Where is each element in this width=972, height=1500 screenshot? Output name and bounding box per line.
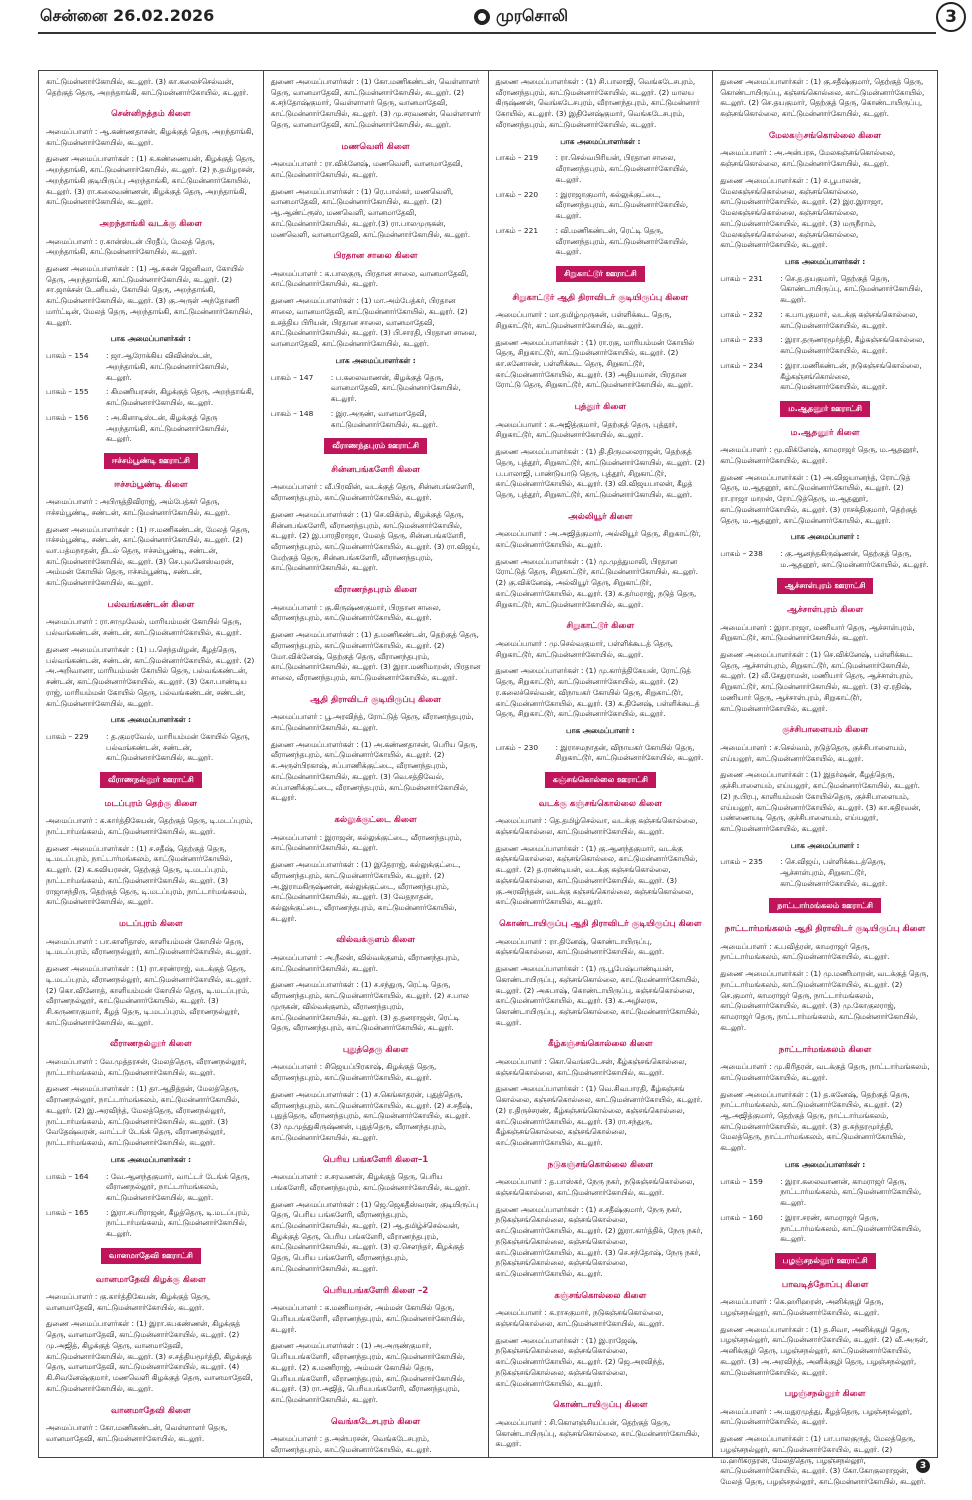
sub-heading: பாக அமைப்பாளர்கள் : [785, 257, 866, 266]
booth-number: பாகம் – 221 [495, 225, 539, 235]
booth-number: பாகம் – 160 [720, 1212, 763, 1222]
paragraph: அமைப்பாளர் : க.மணிமாறன், அம்மன் கோயில் தெரு, பெரியபங்களேரி, வீராணந்தபுரம், காட்டுமன்னார்கோயில், கடலூர். [270, 1303, 465, 1334]
section-heading: ஆதி திராவிடர் குடியிருப்பு கிளை [310, 694, 442, 705]
sub-heading: பாக அமைப்பாளர் : [566, 725, 635, 735]
paragraph: அமைப்பாளர் : ரா.சாமுவேல், மாரியம்மன் கோயில் தெரு, பல்வங்கண்டன், சண்டன், காட்டுமன்னார்கோயில், கடலூர். [46, 617, 242, 638]
paragraph: துணை அமைப்பாளர்கள் : (1) மு.முத்துமாலி, பிரதான ரோட்டுத் தெரு, சிறுகாட்டூர், காட்டுமன்னார்கோயில், கடலூர். (2) கு.விக்னேஷ், அல்லியூர் தெரு, சிறுகாட்டூர், காட்டுமன்னார்கோயில், கடலூர். (3) க.தர்மராஜ், நடுத் தெரு, சிறுகாட்டூர், காட்டுமன்னார்கோயில், கடலூர். [495, 556, 698, 609]
booth-row [720, 1177, 930, 1209]
paragraph: அமைப்பாளர் : மு.கிரிதரன், வடக்குத் தெரு, நாட்டார்மங்கலம், காட்டுமன்னார்கோயில், கடலூர். [720, 1062, 930, 1082]
booth-number: பாகம் – 231 [720, 273, 763, 283]
section-heading: புதுத்தெரு கிளை [342, 1045, 409, 1056]
section-heading: அல்லியூர் கிளை [568, 511, 633, 522]
paragraph: துணை அமைப்பாளர்கள் : (1) த.கனேஷ், தெற்குத் தெரு, நாட்டார்மங்கலம், காட்டுமன்னார்கோயில், கடலூர். (2) ஆ.அஜித்குமார், தெற்குத் தெரு, நாட்டார்மங்கலம், காட்டுமன்னார்கோயில், கடலூர். (3) த.சுந்தரமூர்த்தி, மேலத்தெரு, நாட்டார்மங்கலம், காட்டுமன்னார்கோயில், கடலூர். [720, 1089, 910, 1153]
booth-row [720, 361, 930, 393]
booth-row [496, 153, 706, 185]
paragraph: அமைப்பாளர் : சிஜெயப்பிரகாஷ், கிழக்குத் தெரு, வீராணந்தபுரம், காட்டுமன்னார்கோயில், கடலூர். [270, 1062, 437, 1083]
page-number: 3 [936, 2, 966, 32]
booth-detail: : இரா.கலைவாணன், காமராஜர் தெரு, நாட்டார்மங்கலம், காட்டுமன்னார்கோயில், கடலூர். [780, 1176, 922, 1208]
booth-detail: : க.பாபுகுமார், வடக்கு கஞ்சங்கொல்லை, காட்டுமன்னார்கோயில், கடலூர். [780, 309, 918, 330]
paragraph: அமைப்பாளர் : ரா.தினேஷ், கொண்டாயிருப்பு, கஞ்சங்கொல்லை, காட்டுமன்னார்கோயில், கடலூர். [495, 936, 665, 957]
paragraph: துணை அமைப்பாளர்கள் : (1) ஆ.சுகன் ஜெனிவா, கோயில் தெரு, அறந்தாங்கி, காட்டுமன்னார்கோயில், கடலூர். (2) சா.ஜாக்சன் டேனியல், கோயில் தெரு, அறந்தாங்கி, காட்டுமன்னார்கோயில், கடலூர். (3) கு.அருள் அந்தோணி மார்ட்டின், மேலத் தெரு, அறந்தாங்கி, காட்டுமன்னார்கோயில், கடலூர். [46, 263, 253, 327]
sub-heading: பாக அமைப்பாளர்கள் : [785, 1159, 866, 1169]
booth-row [46, 387, 256, 408]
paragraph: அமைப்பாளர் : ஆ.கண்ணதாசன், கிழக்குத் தெரு, அறந்தாங்கி, காட்டுமன்னார்கோயில், கடலூர். [46, 126, 254, 147]
masthead [474, 6, 568, 27]
booth-row [720, 335, 930, 356]
paragraph: துணை அமைப்பாளர்கள் : (1) அ.அருண்குமார், பெரியபங்களேரி, வீராணந்தபுரம், காட்டுமன்னார்கோயில், கடலூர். (2) க.மணிராஜ், அம்மன் கோயில் தெரு, பெரியபங்களேரி, வீராணந்தபுரம், காட்டுமன்னார்கோயில், கடலூர். (3) ரா.அஜித், பெரியபங்களேரி, வீராணந்தபுரம், காட்டுமன்னார்கோயில், கடலூர். [270, 1341, 465, 1405]
booth-number: பாகம் – 234 [720, 360, 763, 370]
section-heading: ம.ஆதனூர் கிளை [790, 427, 860, 438]
paragraph: துணை அமைப்பாளர்கள் : (1) ச.சதீஷ்குமார், நேரு நகர், நடுகஞ்சங்கொல்லை, கஞ்சங்கொல்லை, காட்டுமன்னார்கோயில், கடலூர். (2) இரா.கார்த்திக், நேரு நகர், நடுகஞ்சங்கொல்லை, கஞ்சங்கொல்லை, காட்டுமன்னார்கோயில், கடலூர். (3) செ.சந்தோஷ், நேரு நகர், நடுகஞ்சங்கொல்லை, கஞ்சங்கொல்லை, காட்டுமன்னார்கோயில், கடலூர். [495, 1204, 703, 1279]
paragraph: அமைப்பாளர் : அ.அஜித்குமார், அல்லியூர் தெரு, சிறுகாட்டூர், காட்டுமன்னார்கோயில், கடலூர். [495, 529, 702, 549]
booth-detail: : கிமணியரசன், கிழக்குத் தெரு, அறந்தாங்கி, காட்டுமன்னார்கோயில், கடலூர். [106, 387, 255, 408]
paragraph: அமைப்பாளர் : அ.அன்பரசு, மேலகஞ்சங்கொல்லை, கஞ்சங்கொல்லை, காட்டுமன்னார்கோயில், கடலூர். [720, 148, 896, 169]
paragraph: அமைப்பாளர் : இராஜன், கல்லுக்குட்டை, வீராணந்தபுரம், காட்டுமன்னார்கோயில், கடலூர். [270, 832, 462, 853]
column-3 [489, 71, 714, 1457]
booth-detail: : இராசமநாதன், விநாயகர் கோயில் தெரு, சிறுகாட்டூர், காட்டுமன்னார்கோயில், கடலூர். [555, 742, 704, 763]
paragraph: துணை அமைப்பாளர்கள் : (1) மு.கார்த்திகேயன், ரோட்டுத் தெரு, சிறுகாட்டூர், காட்டுமன்னார்கோயில், கடலூர். (2) ர.கலைச்செல்வன், விநாயகர் கோயில் தெரு, சிறுகாட்டூர், காட்டுமன்னார்கோயில், கடலூர். (3) க.தினேஷ், பள்ளிக்கூடத் தெரு, சிறுகாட்டூர், காட்டுமன்னார்கோயில், கடலூர். [495, 666, 700, 719]
booth-row [46, 413, 256, 445]
booth-number: பாகம் – 219 [495, 153, 539, 163]
paragraph: துணை அமைப்பாளர்கள் : (1) மா.அம்பேத்கர், பிரதான சாலை, வானமாதேவி, காட்டுமன்னார்கோயில், கடலூர். (2) உசத்திய பிரியன், பிரதான சாலை, வானமாதேவி, காட்டுமன்னார்கோயில், கடலூர். (3) பி.சாரதி, பிரதான சாலை, வானமாதேவி, காட்டுமன்னார்கோயில், கடலூர். [270, 296, 477, 349]
section-heading: வானமாதேவி கிழக்கு கிளை [95, 1274, 206, 1285]
paragraph: துணை அமைப்பாளர்கள் : (1) சி.பாலாஜி, வெங்கடேசபுரம், வீராணந்தபுரம், காட்டுமன்னார்கோயில், கடலூர். (2) மாலய கிருஷ்ணன், வெங்கடேசபுரம், வீராணந்தபுரம், காட்டுமன்னார் கோயில், கடலூர். (3) இதினேஷ்குமார், வெங்கடேசபுரம், வீராணந்தபுரம், காட்டுமன்னார்கோயில், கடலூர். [495, 77, 700, 129]
booth-row [496, 226, 706, 258]
paragraph: அமைப்பாளர் : மா.தமிழ்முருகன், பள்ளிக்கூட தெரு, சிறுகாட்டூர், காட்டுமன்னார்கோயில், கடலூர். [495, 310, 672, 330]
paragraph: துணை அமைப்பாளர்கள் : (1) கு.ஆனந்தகுமார், வடக்கு கஞ்சங்கொல்லை, கஞ்சங்கொல்லை, காட்டுமன்னார்கோயில், கடலூர். (2) த.ராண்டியன், வடக்கு கஞ்சங்கொல்லை, கஞ்சங்கொல்லை, காட்டுமன்னார்கோயில், கடலூர். (3) கு.அரவிந்தன், வடக்கு கஞ்சங்கொல்லை, கஞ்சங்கொல்லை, காட்டுமன்னார்கோயில், கடலூர். [495, 843, 698, 907]
booth-detail: : இர.அருண், வானமாதேவி, காட்டுமன்னார்கோயில், கடலூர். [330, 408, 438, 429]
section-heading: சிறுகாட்டூர் கிளை [566, 621, 635, 632]
section-heading: வானமாதேவி கிளை [110, 1405, 191, 1416]
section-heading: வெங்கடேசபுரம் கிளை [330, 1416, 421, 1427]
booth-row [496, 743, 706, 764]
paragraph: அமைப்பாளர் : கோ.மணிகண்டன், வெள்ளாளர் தெரு, வானமாதேவி, காட்டுமன்னார்கோயில், கடலூர். [46, 1423, 228, 1443]
edition-date: சென்னை 26.02.2026 [40, 6, 215, 25]
booth-number: பாகம் – 229 [46, 731, 89, 741]
sub-heading: பாக அமைப்பாளர்கள் : [335, 355, 416, 365]
booth-number: பாகம் – 233 [720, 335, 763, 345]
panchayat-banner: வீராணந்தபுரம் ஊராட்சி [324, 438, 427, 454]
booth-detail: : வே.ஆனந்தகுமார், வாட்டர் டேங்க் தெரு, வீராணநல்லூர், நாட்டார்மங்கலம், காட்டுமன்னார்கோயில், கடலூர். [106, 1171, 250, 1202]
panchayat-banner: வானமாதேவி ஊராட்சி [101, 1248, 201, 1264]
booth-detail: : ஜா.ஆரோக்கிய விவின்ஸ்டன், அறந்தாங்கி, காட்டுமன்னார்கோயில், கடலூர். [106, 351, 229, 382]
section-heading: கல்லுக்குட்டை கிளை [334, 815, 417, 826]
booth-number: பாகம் – 238 [720, 549, 763, 558]
booth-row [720, 857, 930, 889]
section-heading: சென்னிநத்தம் கிளை [111, 109, 191, 120]
section-heading: கீழ்கஞ்சங்கொல்லை கிளை [548, 1039, 653, 1050]
panchayat-banner: வீராணநல்லூர் ஊராட்சி [100, 772, 202, 788]
paragraph: துணை அமைப்பாளர்கள் : (1) ரெ.பால்கர், மணவெளி, வானமாதேவி, காட்டுமன்னார்கோயில், கடலூர். (2) ஆ.ஆண்ட்ரூஸ், மணவெளி, வானமாதேவி, காட்டுமன்னார்கோயில், கடலூர்.(3) ரா.பாலமுருகன், மணவெளி, வானமாதேவி, காட்டுமன்னார்கோயில், கடலூர். [270, 186, 471, 239]
booth-detail: : அ.கிளாடிஸ்டன், கிழக்குத் தெரு அறந்தாங்கி, காட்டுமன்னார்கோயில், கடலூர். [106, 412, 229, 444]
panchayat-banner: ஆச்சாள்புரம் ஊராட்சி [777, 578, 874, 594]
booth-detail: : வி.மணிகண்டன், ரெட்டி தெரு, வீராணந்தபுரம், காட்டுமன்னார்கோயில், கடலூர். [555, 225, 689, 257]
booth-detail: : கு.ஆனந்தகிருஷ்ணன், தெற்குத் தெரு, ம.ஆதனூர், காட்டுமன்னார்கோயில், கடலூர். [780, 549, 929, 569]
section-heading: ஈச்சம்பூண்டி கிளை [114, 479, 188, 490]
booth-row [46, 351, 256, 383]
section-heading: அறந்தாங்கி வடக்கு கிளை [99, 219, 203, 230]
booth-detail: : இரா.சரண், காமராஜர் தெரு, நாட்டார்மங்கலம், காட்டுமன்னார்கோயில், கடலூர். [780, 1212, 922, 1244]
booth-detail: : இரா.மணிகண்டன், நடுகஞ்சங்கொல்லை, கீழ்கஞ்சங்கொல்லை, காட்டுமன்னார்கோயில், கடலூர். [780, 360, 922, 392]
paragraph: அமைப்பாளர் : வே.முத்தரசன், மேலத்தெரு, வீராணநல்லூர், நாட்டார்மங்கலம், காட்டுமன்னார்கோயில், கடலூர். [46, 1056, 247, 1077]
paragraph: அமைப்பாளர் : கொ.வெங்கடேசன், கீழ்கஞ்சங்கொல்லை, கஞ்சங்கொல்லை, காட்டுமன்னார்கோயில், கடலூர். [495, 1056, 687, 1077]
booth-detail: : த.குமரவேல், மாரியம்மன் கோயில் தெரு, பல்வங்கண்டன், சண்டன், காட்டுமன்னார்கோயில், கடலூர். [106, 731, 250, 763]
paragraph: துணை அமைப்பாளர்கள் : (1) அ.கண்ணதாசன், பெரிய தெரு, வீராணந்தபுரம், காட்டுமன்னார்கோயில், கடலூர். (2) சு.அருள்பிரகாஷ், சப்பாணிக்குட்டை, வீராணந்தபுரம், காட்டுமன்னார்கோயில், கடலூர். (3) வெ.சத்திவேல், சப்பாணிக்குட்டை, வீராணந்தபுரம், காட்டுமன்னார்கோயில், கடலூர். [270, 739, 478, 803]
paragraph: துணை அமைப்பாளர்கள் : (1) ச.சதீஷ், தெற்குத் தெரு, டி.மடப்புரம், நாட்டார்மங்கலம், காட்டுமன்னார்கோயில், கடலூர். (2) க.கவியரசன், தெற்குத் தெரு, டி.மடப்புரம், நாட்டார்மங்கலம், காட்டுமன்னார்கோயில், கடலூர். (3) ராஜாசந்திரு, தெற்குத் தெரு, டி.மடப்புரம், நாட்டார்மங்கலம், காட்டுமன்னார்கோயில், கடலூர். [46, 843, 247, 907]
section-heading: சிறுகாட்டூர் ஆதி திராவிடர் குடியிருப்பு கிளை [512, 292, 689, 303]
panchayat-banner: சிறுகாட்டூர் ஊராட்சி [556, 266, 645, 282]
column-1 [39, 71, 264, 1457]
paragraph: துணை அமைப்பாளர்கள் : (1) ச.பூபாலன், மேலகஞ்சங்கொல்லை, கஞ்சங்கொல்லை, காட்டுமன்னார்கோயில், கடலூர். (2) இர.இராஜா, மேலகஞ்சங்கொல்லை, கஞ்சங்கொல்லை, காட்டுமன்னார்கோயில், கடலூர். (3) மருநீராம், மேலகஞ்சங்கொல்லை, கஞ்சங்கொல்லை, காட்டுமன்னார்கோயில், கடலூர். [720, 175, 884, 250]
footer-page-number: 3 [916, 1459, 930, 1473]
paragraph: துணை அமைப்பாளர்கள் : (1) வெ.சிவபாரதி, கீழ்கஞ்சங் கொல்லை, கஞ்சங்கொல்லை, காட்டுமன்னார்கோயில், கடலூர். (2) ர.திருச்சரண், கீழ்கஞ்சங்கொல்லை, கஞ்சங்கொல்லை, காட்டுமன்னார்கோயில், கடலூர். (3) ரா.சந்துரு, கீழ்கஞ்சங்கொல்லை, கஞ்சங்கொல்லை, காட்டுமன்னார்கோயில், கடலூர். [495, 1084, 703, 1148]
section-heading: வில்வக்குளம் கிளை [336, 935, 416, 946]
page-header [38, 0, 957, 34]
booth-number: பாகம் – 156 [46, 412, 89, 422]
paragraph: துணை அமைப்பாளர்கள் : (1) செ.விக்ரம், கிழக்குத் தெரு, சின்னபங்களேரி, வீராணந்தபுரம், காட்டுமன்னார்கோயில், கடலூர். (2) இ.பாரதிராஜா, மேலத் தெரு, சின்னபங்களேரி, வீராணந்தபுரம், காட்டுமன்னார்கோயில், கடலூர். (3) ரா.விஜய், மேற்குத் தெரு, சின்னபங்களேரி, வீராணந்தபுரம், காட்டுமன்னார்கோயில், கடலூர். [270, 509, 481, 573]
paragraph: அமைப்பாளர் : தெ.தமிழ்செல்வா, வடக்கு கஞ்சங்கொல்லை, கஞ்சங்கொல்லை, காட்டுமன்னார்கோயில், கடலூர். [495, 816, 698, 836]
panchayat-banner: ம.ஆதனூர் ஊராட்சி [780, 401, 870, 417]
section-heading: நாட்டார்மங்கலம் கிளை [778, 1044, 872, 1055]
paragraph: துணை அமைப்பாளர்கள் : (1) தி.திருமலைராஜன், தெற்குத் தெரு, புத்தூர், சிறுகாட்டூர், காட்டுமன்னார்கோயில், கடலூர். (2) ப.பாலாஜி, பாண்டுயாடு தெரு, புத்தூர், சிறுகாட்டூர், காட்டுமன்னார்கோயில், கடலூர். (3) வி.விஜயபாலன், கீழத் தெரு, புத்தூர், சிறுகாட்டூர், காட்டுமன்னார்கோயில், கடலூர். [495, 447, 705, 500]
booth-detail: : செ.விஜய், பள்ளிக்கூடத்தெரு, ஆச்சாள்புரம், சிறுகாட்டூர், காட்டுமன்னார்கோயில், கடலூர். [780, 857, 888, 888]
paragraph: அமைப்பாளர் : பா.காளிதாஸ், காளியம்மன் கோயில் தெரு, டி.மடப்புரம், வீராணநல்லூர், காட்டுமன்னார்கோயில், கடலூர். [46, 936, 252, 957]
section-heading: வீராணநல்லூர் கிளை [110, 1039, 192, 1050]
booth-row [720, 1213, 930, 1245]
paragraph: அமைப்பாளர் : இரா.ராஜா, மணியார் தெரு, ஆச்சாள்புரம், சிறுகாட்டூர், காட்டுமன்னார்கோயில், கடலூர். [720, 622, 915, 643]
paragraph: அமைப்பாளர் : ச.சரவணன், கிழக்குத் தெரு, பெரிய பங்களேரி, வீராணந்தபுரம், காட்டுமன்னார்கோயில், கடலூர். [270, 1172, 471, 1192]
section-heading: குச்சிபாளையம் கிளை [782, 725, 869, 736]
booth-row [720, 549, 930, 570]
panchayat-banner: நாட்டார்மங்கலம் ஊராட்சி [769, 898, 881, 914]
booth-number: பாகம் – 165 [46, 1207, 89, 1217]
article-columns [38, 70, 938, 1487]
paragraph: காட்டுமன்னார்கோயில், கடலூர். (3) கா.கலைச்செல்வன், தெற்குத் தெரு, அறந்தாங்கி, காட்டுமன்னார்கோயில், கடலூர். [46, 77, 249, 97]
sub-heading: பாக அமைப்பாளர்கள் : [560, 136, 641, 146]
column-4 [713, 71, 937, 1487]
section-heading: மேலகஞ்சங்கொல்லை கிளை [769, 130, 882, 141]
booth-row [46, 1172, 256, 1204]
paragraph: துணை அமைப்பாளர்கள் : (1) ஈ.மணிகண்டன், மேலத் தெரு, ஈச்சம்பூண்டி, சண்டன், காட்டுமன்னார்கோயில், கடலூர். (2) வா.பத்மநாதன், திடல் தெரு, ஈச்சம்பூண்டி, சண்டன், காட்டுமன்னார்கோயில், கடலூர். (3) செ.புவனேஸ்வரன், அம்மன் கோயில் தெரு, ஈச்சம்பூண்டி, சண்டன், காட்டுமன்னார்கோயில், கடலூர். [46, 524, 250, 588]
booth-number: பாகம் – 155 [46, 387, 89, 397]
paragraph: துணை அமைப்பாளர்கள் : (1) இதேராஜ், கல்லுக்குட்டை, வீராணந்தபுரம், காட்டுமன்னார்கோயில், கடலூர். (2) அ.இராமகிருஷ்ணன், கல்லுக்குட்டை, வீராணந்தபுரம், காட்டுமன்னார்கோயில், கடலூர். (3) வேதநாதன், கல்லுக்குட்டை, வீராணந்தபுரம், காட்டுமன்னார்கோயில், கடலூர். [270, 860, 461, 923]
section-heading: பிரதான சாலை கிளை [333, 251, 418, 262]
sub-heading: பாக அமைப்பாளர்கள் : [110, 334, 191, 344]
paragraph: துணை அமைப்பாளர்கள் : (1) பா.பாலகுருத், மேலத்தெரு, பழஞ்சநல்லூர், காட்டுமன்னார்கோயில், கடலூர். (2) ம.ஹரிகரதரன், மேலத்தெரு, பழஞ்சநல்லூர், காட்டுமன்னார்கோயில், கடலூர். (3) கோ.கோகுலராஜன், மேலத் தெரு, பழஞ்சநல்லூர், காட்டுமன்னார்கோயில், கடலூர். [720, 1434, 927, 1487]
booth-row [720, 310, 930, 331]
paragraph: அமைப்பாளர் : ரா.விக்னேஷ், மணவெளி, வானமாதேவி, காட்டுமன்னார்கோயில், கடலூர். [270, 159, 463, 179]
paragraph: துணை அமைப்பாளர்கள் : (1) செ.விக்னேஷ், பள்ளிக்கூட தெரு, ஆச்சாள்புரம், சிறுகாட்டூர், காட்டுமன்னார்கோயில், கடலூர். (2) வீ.சேதுராமன், மணியார் தெரு, ஆச்சாள்புரம், சிறுகாட்டூர், காட்டுமன்னார்கோயில், கடலூர். (3) ஏ.ரதிஷ், மணியார் தெரு, ஆச்சாள்புரம், சிறுகாட்டூர், காட்டுமன்னார்கோயில், கடலூர். [720, 649, 914, 713]
booth-row [271, 409, 481, 430]
masthead-title: முரசொலி [496, 6, 568, 25]
section-heading: மடப்புரம் தெற்கு கிளை [104, 798, 198, 809]
section-heading: ஆச்சாள்புரம் கிளை [786, 605, 864, 616]
section-heading: பல்வங்கண்டன் கிளை [107, 599, 195, 610]
paragraph: அமைப்பாளர் : அபிருத்திவிராஜ், அம்பேத்கர் தெரு, ஈச்சம்பூண்டி, சண்டன், காட்டுமன்னார்கோயில், கடலூர். [46, 497, 231, 517]
paragraph: துணை அமைப்பாளர்கள் : (1) தா.ஆதித்தன், மேலத்தெரு, வீராணநல்லூர், நாட்டார்மங்கலம், காட்டுமன்னார்கோயில், கடலூர். (2) இ.அரவிந்த், மேலத்தெரு, வீராணநல்லூர், நாட்டார்மங்கலம், காட்டுமன்னார்கோயில், கடலூர். (3) வேதேஷ்வரன், வாட்டர் டேங்க் தெரு, வீராணநல்லூர், நாட்டார்மங்கலம், காட்டுமன்னார்கோயில், கடலூர். [46, 1084, 240, 1148]
booth-number: பாகம் – 148 [270, 408, 314, 418]
section-heading: பெரிய பங்களேரி கிளை–1 [322, 1154, 429, 1165]
paragraph: துணை அமைப்பாளர்கள் : (1) த.மணிகண்டன், தெற்குத் தெரு, வீராணந்தபுரம், காட்டுமன்னார்கோயில், கடலூர். (2) மோ.விக்னேஷ், தெற்குத் தெரு, வீராணந்தபுரம், காட்டுமன்னார்கோயில், கடலூர். (3) இரா.மணிமாறன், பிரதான சாலை, வீராணந்தபுரம், காட்டுமன்னார்கோயில், கடலூர். [270, 630, 481, 683]
paragraph: துணை அமைப்பாளர்கள் : (1) ப.செந்தமிழன், கீழத்தெரு, பல்வங்கண்டன், சண்டன், காட்டுமன்னார்கோயில், கடலூர். (2) அ.அறிவானா, மாரியம்மன் கோயில் தெரு, பல்வங்கண்டன், சண்டன், காட்டுமன்னார்கோயில், கடலூர். (3) கோ.பாண்டிய ராஜ், மாரியம்மன் கோயில் தெரு, பல்வங்கண்டன், சண்டன், காட்டுமன்னார்கோயில், கடலூர். [46, 644, 255, 708]
section-heading: பெரியபங்களேரி கிளை –2 [322, 1285, 429, 1296]
paragraph: துணை அமைப்பாளர்கள் : (1) கோ.மணிகண்டன், வெள்ளாளர் தெரு, வானமாதேவி, காட்டுமன்னார்கோயில், கடலூர். (2) க.சந்தோஷ்குமார், வெள்ளாளர் தெரு, வானமாதேவி, காட்டுமன்னார்கோயில், கடலூர். (3) மு.சரவணன், வெள்ளாளர் தெரு, வானமாதேவி, காட்டுமன்னார்கோயில், கடலூர். [270, 77, 481, 129]
paragraph: அமைப்பாளர் : பூ.அரவிந்த், ரோட்டுத் தெரு, வீராணந்தபுரம், காட்டுமன்னார்கோயில், கடலூர். [270, 712, 474, 732]
logo-icon [474, 9, 490, 25]
section-heading: மடப்புரம் கிளை [118, 919, 183, 930]
paragraph: துணை அமைப்பாளர்கள் : (1) த.சிவா, அனிக்குழி தெரு, பழஞ்சநல்லூர், காட்டுமன்னார்கோயில், கடலூர். (2) வீ.அருள், அனிக்குழி தெரு, பழஞ்சநல்லூர், காட்டுமன்னார்கோயில், கடலூர். (3) அ.அரவிந்த், அனிக்குழி தெரு, பழஞ்சநல்லூர், காட்டுமன்னார்கோயில், கடலூர். [720, 1324, 929, 1377]
section-heading: நடுகஞ்சங்கொல்லை கிளை [547, 1159, 653, 1170]
paragraph: அமைப்பாளர் : சி.கொளஞ்சியப்பன், தெற்குத் தெரு, கொண்டாயிருப்பு, கஞ்சங்கொல்லை, காட்டுமன்னார்கோயில், கடலூர். [495, 1417, 700, 1449]
paragraph: துணை அமைப்பாளர்கள் : (1) கு.சதீஷ்குமார், தெற்குத் தெரு, கொண்டாயிருப்பு, கஞ்சங்கொல்லை, காட்டுமன்னார்கோயில், கடலூர். (2) செ.தயகுமார், தெற்குத் தெரு, கொண்டாயிருப்பு, கஞ்சங்கொல்லை, காட்டுமன்னார்கோயில், கடலூர். [720, 77, 925, 119]
paragraph: அமைப்பாளர் : ச.செல்வம், நடுத்தெரு, குச்சிபாளையம், எய்யலூர், காட்டுமன்னார்கோயில், கடலூர். [720, 742, 907, 763]
booth-row [720, 274, 930, 306]
paragraph: அமைப்பாளர் : அ.மதுரமுத்து, கீழத்தெரு, பழஞ்சநல்லூர், காட்டுமன்னார்கோயில், கடலூர். [720, 1406, 913, 1427]
booth-row [46, 1208, 256, 1240]
booth-number: பாகம் – 154 [46, 351, 89, 361]
paragraph: துணை அமைப்பாளர்கள் : (1) ரா.ரகு, மாரியம்மன் கோயில் தெரு, சிறுகாட்டூர், காட்டுமன்னார்கோயில், கடலூர். (2) கா.சுனோசன், பள்ளிக்கூட தெரு, சிறுகாட்டூர், காட்டுமன்னார்கோயில், கடலூர். (3) அதியமான், பிரதான ரோட்டு தெரு, சிறுகாட்டூர், காட்டுமன்னார்கோயில், கடலூர். [495, 337, 695, 390]
paragraph: அமைப்பாளர் : க.ராசகுமார், நடுகஞ்சங்கொல்லை, கஞ்சங்கொல்லை, காட்டுமன்னார்கோயில், கடலூர். [495, 1308, 665, 1329]
booth-row [271, 373, 481, 405]
paragraph: துணை அமைப்பாளர்கள் : (1) அ.விஜயானந்த், ரோட்டுத் தெரு, ம.ஆதனூர், காட்டுமன்னார்கோயில், கடலூர். (2) ரா.ராஜா மாறன், ரோட்டுத்தெரு, ம.ஆதனூர், காட்டுமன்னார்கோயில், கடலூர். (3) ராசக்திகுமார், தெற்குத் தெரு, ம.ஆதனூர், காட்டுமன்னார்கோயில், கடலூர். [720, 472, 917, 525]
section-heading: சின்னபங்களேரி கிளை [331, 464, 421, 475]
paragraph: துணை அமைப்பாளர்கள் : (1) இரா.சுபகண்ணன், கிழக்குத் தெரு, வானமாதேவி, காட்டுமன்னார்கோயில், கடலூர். (2) மு.அஜித், கிழக்குத் தெரு, வானமாதேவி, காட்டுமன்னார்கோயில், கடலூர். (3) ச.சத்தியமூர்த்தி, கிழக்குத் தெரு, வானமாதேவி, காட்டுமன்னார்கோயில், கடலூர். (4) கி.சிவனேஷ்குமார், மணவெளி கிழக்குத் தெரு, வானமாதேவி, காட்டுமன்னார்கோயில், கடலூர். [46, 1319, 253, 1393]
panchayat-banner: ஈச்சம்பூண்டி ஊராட்சி [104, 453, 198, 469]
booth-number: பாகம் – 147 [270, 372, 314, 382]
section-heading: பழஞ்சநல்லூர் கிளை [784, 1389, 866, 1400]
paragraph: அமைப்பாளர் : க.அஜித்குமார், தெற்குத் தெரு, புத்தூர், சிறுகாட்டூர், காட்டுமன்னார்கோயில், கடலூர். [495, 419, 678, 440]
section-heading: பாவடித்தோப்பு கிளை [781, 1279, 869, 1290]
paragraph: அமைப்பாளர் : கெ.ஹரிஹரன், அனிக்குழி தெரு, பழஞ்சநல்லூர், காட்டுமன்னார்கோயில், கடலூர். [720, 1297, 884, 1317]
paragraph: அமைப்பாளர் : வீ.பிரவின், வடக்குத் தெரு, சின்னபங்களேரி, வீராணந்தபுரம், காட்டுமன்னார்கோயில், கடலூர். [270, 482, 475, 503]
booth-number: பாகம் – 220 [495, 189, 539, 199]
booth-number: பாகம் – 164 [46, 1171, 89, 1181]
panchayat-banner: பழஞ்சநல்லூர் ஊராட்சி [775, 1253, 876, 1269]
booth-detail: : ப.கலைவாணன், கிழக்குத் தெரு, வானமாதேவி, காட்டுமன்னார்கோயில், கடலூர். [330, 372, 461, 404]
section-heading: வடக்கு கஞ்சங்கொல்லை கிளை [538, 798, 662, 809]
paragraph: துணை அமைப்பாளர்கள் : (1) ஜெ.ஜெகதீஸ்வரன், குடியிருப்பு தெரு, பெரிய பங்களேரி, வீராணந்தபுரம், காட்டுமன்னார்கோயில், கடலூர். (2) ஆ.தமிழ்ச்செல்வன், கிழக்குத் தெரு, பெரிய பங்களேரி, வீராணந்தபுரம், காட்டுமன்னார்கோயில், கடலூர். (3) ஏ.சௌந்தர், கிழக்குத் தெரு, பெரிய பங்களேரி, வீராணந்தபுரம், காட்டுமன்னார்கோயில், கடலூர். [270, 1199, 479, 1273]
booth-number: பாகம் – 235 [720, 857, 763, 867]
booth-detail: : செ.த.தயகுமார், தெற்குத் தெரு, கொண்டாயிருப்பு, காட்டுமன்னார்கோயில், கடலூர். [780, 273, 923, 305]
booth-number: பாகம் – 232 [720, 309, 763, 319]
section-heading: கஞ்சங்கொல்லை கிளை [554, 1290, 647, 1301]
paragraph: துணை அமைப்பாளர்கள் : (1) ரா.சரண்ராஜ், வடக்குத் தெரு, டி.மடப்புரம், வீராணநல்லூர், காட்டுமன்னார்கோயில், கடலூர். (2) கொ.வினோத், காளியம்மன் கோயில் தெரு, டி.மடப்புரம், வீராணநல்லூர், காட்டுமன்னார்கோயில், கடலூர். (3) சி.கருணாகுமார், கீழத் தெரு, டி.மடப்புரம், வீராணநல்லூர், காட்டுமன்னார்கோயில், கடலூர். [46, 964, 252, 1027]
paragraph: துணை அமைப்பாளர்கள் : (1) இ.ராஜேஷ், நடுகஞ்சங்கொல்லை, கஞ்சங்கொல்லை, காட்டுமன்னார்கோயில், கடலூர். (2) ஜெ.அரவிந்த், நடுகஞ்சங்கொல்லை, கஞ்சங்கொல்லை, காட்டுமன்னார்கோயில், கடலூர். [495, 1335, 665, 1388]
booth-number: பாகம் – 230 [495, 742, 539, 752]
paragraph: துணை அமைப்பாளர்கள் : (1) இதர்ஷன், கீழத்தெரு, குச்சிபாளையம், எய்யலூர், காட்டுமன்னார்கோயில், கடலூர். (2) ந.பிரபு, காளியம்மன் கோயில்தெரு, குச்சிபாளையம், எய்யலூர், காட்டுமன்னார்கோயில், கடலூர். (3) கா.கதிரவன், பண்ணையடி தெரு, குச்சிபாளையம், எய்யலூர், காட்டுமன்னார்கோயில், கடலூர். [720, 770, 921, 833]
paragraph: அமைப்பாளர் : கு.கிருஷ்ணகுமார், பிரதான சாலை, வீராணந்தபுரம், காட்டுமன்னார்கோயில், கடலூர். [270, 602, 442, 623]
sub-heading: பாக அமைப்பாளர் : [790, 532, 860, 542]
booth-number: பாகம் – 159 [720, 1176, 763, 1186]
paragraph: அமைப்பாளர் : கு.கார்த்திகேயன், கிழக்குத் தெரு, வானமாதேவி, காட்டுமன்னார்கோயில், கடலூர். [46, 1291, 211, 1312]
section-heading: புத்தூர் கிளை [574, 402, 627, 413]
section-heading: நாட்டார்மங்கலம் ஆதி திராவிடர் குடியிருப்பு கிளை [724, 924, 926, 935]
paragraph: அமைப்பாளர் : ர.கான்ஸ்டன் பிரதீப், மேலத் தெரு, அறந்தாங்கி, காட்டுமன்னார்கோயில், கடலூர். [46, 236, 215, 257]
paragraph: துணை அமைப்பாளர்கள் : (1) ச.கெங்காதரன், புதுத்தெரு, வீராணந்தபுரம், காட்டுமன்னார்கோயில், கடலூர். (2) ச.சதீஷ், புதுத்தெரு, வீராணந்தபுரம், காட்டுமன்னார்கோயில், கடலூர். (3) மு.முத்துகிருஷ்ணன், புதுத்தெரு, வீராணந்தபுரம், காட்டுமன்னார்கோயில், கடலூர். [270, 1089, 473, 1142]
sub-heading: பாக அமைப்பாளர்கள் : [110, 715, 191, 725]
section-heading: மணவெளி கிளை [341, 141, 410, 152]
booth-detail: : இராஜாகுமார், கல்லுக்குட்டை, வீராணந்தபுரம், காட்டுமன்னார்கோயில், கடலூர். [555, 189, 689, 221]
sub-heading: பாக அமைப்பாளர்கள் : [110, 1154, 191, 1164]
booth-detail: : இரா.தருணரமூர்த்தி, கீழ்கஞ்சங்கொல்லை, காட்டுமன்னார்கோயில், கடலூர். [780, 335, 925, 356]
booth-row [496, 190, 706, 222]
section-heading: வீராணந்தபுரம் கிளை [334, 585, 418, 596]
paragraph: அமைப்பாளர் : அ.நீலன், வில்வக்குளம், வீராணந்தபுரம், காட்டுமன்னார்கோயில், கடலூர். [270, 952, 460, 973]
paragraph: துணை அமைப்பாளர்கள் : (1) மு.மணிமாறன், வடக்குத் தெரு, நாட்டார்மங்கலம், காட்டுமன்னார்கோயில், கடலூர். (2) செ.குமார், காமராஜர் தெரு, நாட்டார்மங்கலம், காட்டுமன்னார்கோயில், கடலூர். (3) மு.கோகுலராஜ், காமராஜர் தெரு, நாட்டார்மங்கலம், காட்டுமன்னார்கோயில், கடலூர். [720, 969, 929, 1032]
paragraph: அமைப்பாளர் : மூ.விக்னேஷ், காமராஜர் தெரு, ம.ஆதனூர், காட்டுமன்னார்கோயில், கடலூர். [720, 445, 919, 465]
paragraph: துணை அமைப்பாளர்கள் : (1) ச.சந்துரு, ரெட்டி தெரு, வீராணந்தபுரம், காட்டுமன்னார்கோயில், கடலூர். (2) ச.பால முருகன், வில்வக்குளம், வீராணந்தபுரம், காட்டுமன்னார்கோயில், கடலூர். (3) த.தனராஜன், ரெட்டி தெரு, வீராணந்தபுரம், காட்டுமன்னார்கோயில், கடலூர். [270, 980, 469, 1033]
paragraph: துணை அமைப்பாளர்கள் : (1) ரு.பூபேஷ்பாண்டியன், கொண்டாயிருப்பு, கஞ்சங்கொல்லை, காட்டுமன்னார்கோயில், கடலூர். (2) அசுபாஷ், கொண்டாயிருப்பு, கஞ்சங்கொல்லை, காட்டுமன்னார்கோயில், கடலூர். (3) க.அழிலரசு, கொண்டாயிருப்பு, கஞ்சங்கொல்லை, காட்டுமன்னார்கோயில், கடலூர். [495, 964, 700, 1027]
paragraph: அமைப்பாளர் : க.கார்த்திகேயன், தெற்குத் தெரு, டி.மடப்புரம், நாட்டார்மங்கலம், காட்டுமன்னார்கோயில், கடலூர். [46, 816, 253, 836]
booth-row [46, 732, 256, 764]
paragraph: அமைப்பாளர் : த.பாஸ்கர், நேரு நகர், நடுகஞ்சங்கொல்லை, கஞ்சங்கொல்லை, காட்டுமன்னார்கோயில், கடலூர். [495, 1177, 695, 1197]
paragraph: அமைப்பாளர் : க.பாலகுரு, பிரதான சாலை, வானமாதேவி, காட்டுமன்னார்கோயில், கடலூர். [270, 268, 469, 289]
paragraph: அமைப்பாளர் : மு.செல்வகுமார், பள்ளிக்கூடத் தெரு, சிறுகாட்டூர், காட்டுமன்னார்கோயில், கடலூர். [495, 638, 674, 659]
paragraph: துணை அமைப்பாளர்கள் : (1) க.கண்ணையன், கிழக்குத் தெரு, அறந்தாங்கி, காட்டுமன்னார்கோயில், கடலூர். (2) ந.தமிழரசன், அறந்தாங்கி குடியிருப்பு அறந்தாங்கி, காட்டுமன்னார்கோயில், கடலூர். (3) ரா.கலைவண்ணன், கிழக்குத் தெரு, அறந்தாங்கி, காட்டுமன்னார்கோயில், கடலூர். [46, 154, 256, 207]
booth-detail: : ரா.செல்வபிரியன், பிரதான சாலை, வீராணந்தபுரம், காட்டுமன்னார்கோயில், கடலூர். [555, 153, 689, 184]
section-heading: கொண்டாயிருப்பு ஆதி திராவிடர் குடியிருப்பு கிளை [499, 919, 702, 930]
panchayat-banner: கஞ்சங்கொல்லை ஊராட்சி [545, 772, 656, 788]
section-heading: கொண்டாயிருப்பு கிளை [553, 1400, 648, 1411]
sub-heading: பாக அமைப்பாளர் : [790, 840, 860, 850]
paragraph: அமைப்பாளர் : க.பவித்ரன், காமராஜர் தெரு, நாட்டார்மங்கலம், காட்டுமன்னார்கோயில், கடலூர். [720, 941, 890, 962]
column-2 [264, 71, 489, 1457]
paragraph: அமைப்பாளர் : த.அன்பரசன், வெங்கடேசபுரம், வீராணந்தபுரம், காட்டுமன்னார்கோயில், கடலூர். [270, 1434, 432, 1454]
booth-detail: : இரா.சபரிராஜன், கீழத்தெரு, டி.மடப்புரம், நாட்டார்மங்கலம், காட்டுமன்னார்கோயில், கடலூர். [106, 1207, 250, 1239]
